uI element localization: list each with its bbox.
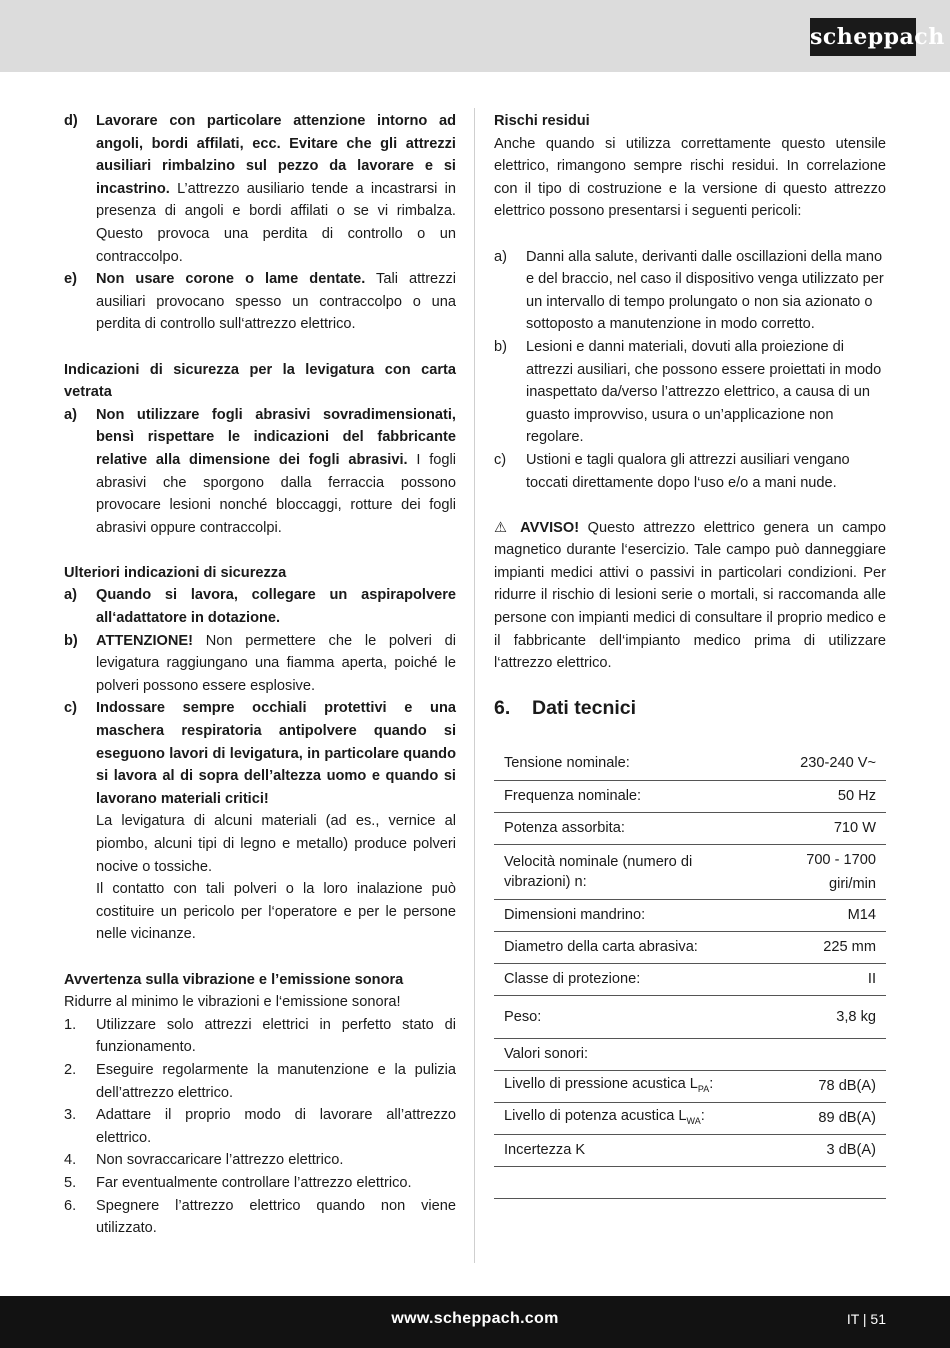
list-item (64, 584, 456, 629)
list-label: b) (494, 338, 507, 355)
vibration-heading: Avvertenza sulla vibrazione e l’emissione sonora (64, 971, 404, 988)
section-number: 6. (494, 696, 511, 719)
spec-label: Peso: (494, 995, 744, 1038)
spec-value: 230-240 V~ (744, 747, 886, 780)
list-number: 1. (64, 1016, 77, 1033)
list-bold-text: Indossare sempre occhiali protettivi e una maschera respiratoria antipolvere quando si eseguono lavori di levigatura, in particolare quando si lavora al di sopra dell’altezza uomo e quando si lavorano materiali critici! (96, 700, 456, 807)
spec-row (494, 963, 886, 995)
sanding-heading: Indicazioni di sicurezza per la levigatura con carta vetrata (64, 361, 456, 401)
warning-label: AVVISO! (520, 519, 580, 536)
list-text: Tali attrezzi ausiliari provocano spesso un contraccolpo o una perdita di controllo sull‘attrezzo elettrico. (96, 271, 457, 333)
spec-row (494, 844, 886, 899)
list-item (64, 1172, 456, 1195)
spec-label: Classe di protezione: (494, 963, 744, 995)
list-number: 4. (64, 1152, 77, 1169)
spec-row (494, 747, 886, 780)
footer-url[interactable]: www.scheppach.com (391, 1310, 559, 1327)
spec-row (494, 1134, 886, 1166)
spec-value: 78 dB(A) (744, 1070, 886, 1102)
risks-intro: Anche quando si utilizza correttamente questo utensile elettrico, rimangono sempre rischi residui. In correlazione con il tipo di costruzione e la versione di questo attrezzo elettrico possono presentarsi i seguenti pericoli: (494, 135, 886, 220)
warning-paragraph (494, 517, 886, 675)
spec-value (744, 844, 886, 899)
colon: : (709, 1075, 714, 1092)
spec-value-line: giri/min (828, 875, 876, 892)
list-text: Eseguire regolarmente la manutenzione e la pulizia dell’attrezzo elettrico. (96, 1061, 456, 1101)
page-number: IT | 51 (846, 1311, 886, 1327)
subscript: WA (686, 1115, 701, 1126)
list-number: 3. (64, 1107, 77, 1124)
spec-label: Dimensioni mandrino: (494, 899, 744, 931)
scheppach-logo: scheppach (810, 18, 916, 56)
list-item (64, 630, 456, 698)
list-item (494, 449, 886, 494)
list-item (64, 404, 456, 540)
warning-triangle-icon: ⚠ (494, 519, 512, 536)
list-text: Danni alla salute, derivanti dalle oscillazioni della mano e del braccio, nel caso il dispositivo venga utilizzato per un intervallo di tempo prolungato o non sia azionato o sottoposto a manutenzione in modo corretto. (526, 248, 884, 333)
vibration-intro: Ridurre al minimo le vibrazioni e l‘emissione sonora! (64, 994, 401, 1011)
spec-value: 225 mm (744, 931, 886, 963)
spec-label: Frequenza nominale: (494, 780, 744, 812)
spec-label-text: Livello di pressione acustica L (504, 1075, 698, 1092)
spec-label: Incertezza K (494, 1134, 744, 1166)
spec-value: 3,8 kg (744, 995, 886, 1038)
list-label: e) (64, 271, 77, 288)
spec-value: 3 dB(A) (744, 1134, 886, 1166)
list-text: Far eventualmente controllare l’attrezzo elettrico. (96, 1174, 412, 1191)
list-number: 2. (64, 1061, 77, 1078)
list-label: c) (494, 451, 507, 468)
list-item (64, 1014, 456, 1059)
spec-row (494, 995, 886, 1038)
spec-label: Tensione nominale: (494, 747, 744, 780)
list-text: Spegnere l’attrezzo elettrico quando non viene utilizzato. (96, 1197, 456, 1237)
section-title (494, 697, 886, 720)
list-item (64, 1149, 456, 1172)
list-text: L’attrezzo ausiliario tende a incastrarsi in presenza di angoli e bordi affilati o se vi rimbalza. Questo provoca una perdita di controllo o un contraccolpo. (96, 180, 456, 265)
spec-label: Valori sonori: (494, 1038, 744, 1070)
footer-bar (0, 1296, 950, 1348)
list-label: a) (494, 248, 507, 265)
column-divider (474, 108, 475, 1263)
list-text: Adattare il proprio modo di lavorare all’attrezzo elettrico. (96, 1107, 456, 1146)
spec-label: Diametro della carta abrasiva: (494, 931, 744, 963)
spec-value: 710 W (744, 812, 886, 844)
warning-text: Questo attrezzo elettrico genera un campo magnetico durante l‘esercizio. Tale campo può danneggiare impianti medici attivi o passivi in particolari condizioni. Per ridurre il rischio di lesioni serie o mortali, si raccomanda alle persone con impianti medici di consultare il proprio medico e il fabbricante dell‘impianto medico prima di utilizzare l‘attrezzo elettrico. (494, 519, 886, 672)
list-text: I fogli abrasivi che sporgono dalla ferraccia possono provocare lesioni nonché bloccaggi, rotture dei fogli abrasivi oppure contraccolpi. (96, 451, 456, 536)
list-bold-text: Lavorare con particolare attenzione intorno ad angoli, bordi affilati, ecc. Evitare che gli attrezzi ausiliari rimbalzino sul pezzo da lavorare e si incastrino. (96, 113, 456, 197)
list-item (64, 1059, 456, 1104)
list-text: La levigatura di alcuni materiali (ad es., vernice al piombo, alcuni tipi di legno e metallo) produce polveri nocive o tossiche. (96, 813, 456, 875)
list-item (64, 697, 456, 946)
spec-row (494, 1038, 886, 1070)
spec-row (494, 931, 886, 963)
spec-row (494, 1102, 886, 1134)
list-text: Non sovraccaricare l’attrezzo elettrico. (96, 1152, 344, 1169)
spec-label (494, 1070, 744, 1102)
list-item (64, 1195, 456, 1240)
spec-value: II (744, 963, 886, 995)
list-bold-text: Non usare corone o lame dentate. (96, 271, 366, 288)
list-label: a) (64, 587, 77, 604)
list-label: c) (64, 700, 77, 717)
spec-row (494, 780, 886, 812)
spec-row (494, 812, 886, 844)
spec-label (494, 1102, 744, 1134)
list-bold-text: ATTENZIONE! (96, 632, 194, 649)
list-label: b) (64, 632, 78, 649)
spec-row (494, 1070, 886, 1102)
list-text: Lesioni e danni materiali, dovuti alla proiezione di attrezzi ausiliari, che possono essere proiettati in modo inaspettato da/verso l’attrezzo elettrico, a causa di un guasto improvviso, usura o un’applicazione non regolare. (526, 338, 882, 446)
list-text: Ustioni e tagli qualora gli attrezzi ausiliari vengano toccati direttamente dopo l‘uso e/o a mani nude. (526, 451, 850, 491)
list-text: Non permettere che le polveri di levigatura raggiungano una fiamma aperta, poiché le polveri possono essere esplosive. (96, 632, 456, 694)
list-item (64, 268, 456, 336)
list-bold-text: Quando si lavora, collegare un aspirapolvere all‘adattatore in dotazione. (96, 587, 456, 627)
list-text: Utilizzare solo attrezzi elettrici in perfetto stato di funzionamento. (96, 1016, 456, 1056)
spec-label: Potenza assorbita: (494, 812, 744, 844)
header-bar (0, 0, 950, 72)
spec-value: 89 dB(A) (744, 1102, 886, 1134)
list-item (494, 336, 886, 449)
spec-row-empty (494, 1166, 886, 1198)
spec-label: Velocità nominale (numero di vibrazioni) n: (494, 844, 744, 899)
list-number: 5. (64, 1174, 77, 1191)
list-label: d) (64, 113, 78, 129)
colon: : (700, 1107, 705, 1124)
spec-value: 50 Hz (744, 780, 886, 812)
left-column (64, 110, 456, 1240)
right-column (494, 110, 886, 1199)
list-text: Il contatto con tali polveri o la loro inalazione può costituire un pericolo per l‘operatore e per le persone nelle vicinanze. (96, 881, 456, 943)
further-heading: Ulteriori indicazioni di sicurezza (64, 564, 287, 581)
spec-table (494, 747, 886, 1199)
spec-row (494, 899, 886, 931)
list-number: 6. (64, 1197, 77, 1214)
list-item (64, 1104, 456, 1149)
spec-value-line: 700 - 1700 (806, 851, 876, 868)
list-item (494, 246, 886, 336)
list-item (64, 110, 456, 268)
list-bold-text: Non utilizzare fogli abrasivi sovradimensionati, bensì rispettare le indicazioni del fabbricante relative alla dimensione dei fogli abrasivi. (96, 406, 456, 468)
spec-value: M14 (744, 899, 886, 931)
section-title-text: Dati tecnici (532, 696, 637, 719)
list-label: a) (64, 406, 77, 423)
subscript: PA (697, 1083, 710, 1094)
risks-heading: Rischi residui (494, 113, 590, 129)
spec-label-text: Livello di potenza acustica L (504, 1107, 687, 1124)
